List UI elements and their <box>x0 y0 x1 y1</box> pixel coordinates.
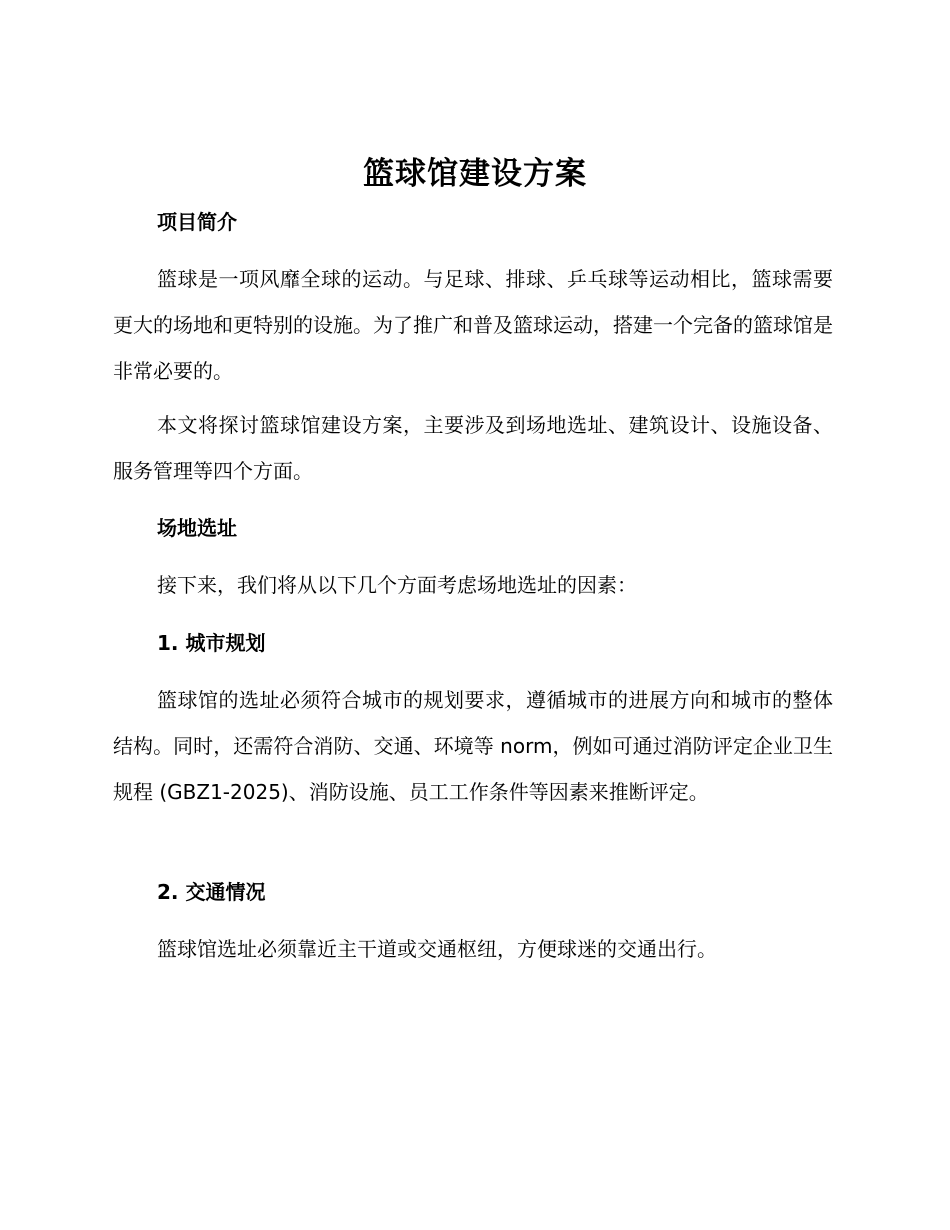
subheading-traffic: 2. 交通情况 <box>157 880 266 904</box>
subheading-urban-planning: 1. 城市规划 <box>157 631 266 655</box>
section-heading-site: 场地选址 <box>157 516 237 540</box>
paragraph-intro-2: 本文将探讨篮球馆建设方案，主要涉及到场地选址、建筑设计、设施设备、服务管理等四个方面。 <box>113 413 833 483</box>
paragraph-site-intro: 接下来，我们将从以下几个方面考虑场地选址的因素： <box>157 573 637 597</box>
document-title: 篮球馆建设方案 <box>363 156 587 192</box>
section-heading-intro: 项目简介 <box>157 210 237 234</box>
paragraph-traffic: 篮球馆选址必须靠近主干道或交通枢纽，方便球迷的交通出行。 <box>157 937 717 961</box>
paragraph-intro-1: 篮球是一项风靡全球的运动。与足球、排球、乒乓球等运动相比，篮球需要更大的场地和更特别的设施。为了推广和普及篮球运动，搭建一个完备的篮球馆是非常必要的。 <box>113 267 833 383</box>
paragraph-urban-planning: 篮球馆的选址必须符合城市的规划要求，遵循城市的进展方向和城市的整体结构。同时，还需符合消防、交通、环境等 norm，例如可通过消防评定企业卫生规程 (GBZ1-2025)、消防设施、员工工作条件等因素来推断评定。 <box>113 688 833 804</box>
